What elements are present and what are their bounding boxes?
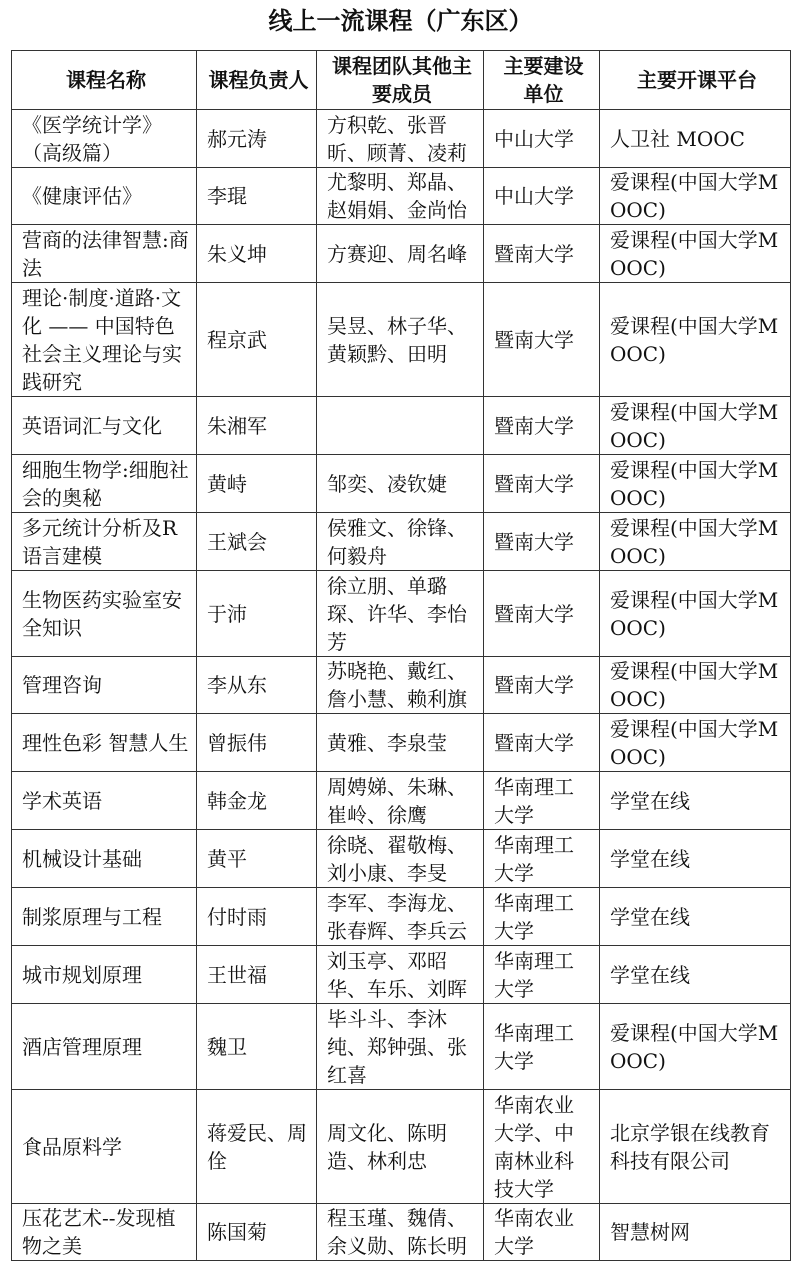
team-members-cell: 侯雅文、徐锋、何毅舟 [317,513,484,571]
institution-cell: 暨南大学 [484,714,600,772]
platform-cell: 爱课程(中国大学MOOC) [600,283,791,397]
header-institution: 主要建设单位 [484,51,600,110]
table-row [12,397,791,455]
table-row [12,830,791,888]
institution-cell: 华南农业大学 [484,1204,600,1261]
team-members-cell: 程玉瑾、魏倩、余义勋、陈长明 [317,1204,484,1261]
table-row [12,714,791,772]
table-row [12,1004,791,1090]
course-lead-cell: 朱湘军 [197,397,317,455]
institution-cell: 华南理工大学 [484,1004,600,1090]
table-row [12,772,791,830]
institution-cell: 暨南大学 [484,397,600,455]
course-name-cell: 多元统计分析及R 语言建模 [12,513,197,571]
course-lead-cell: 陈国菊 [197,1204,317,1261]
institution-cell: 华南理工大学 [484,888,600,946]
course-name-cell: 《健康评估》 [12,168,197,225]
platform-cell: 爱课程(中国大学MOOC) [600,571,791,657]
table-row [12,513,791,571]
team-members-cell: 尤黎明、郑晶、赵娟娟、金尚怡 [317,168,484,225]
table-row [12,283,791,397]
platform-cell: 学堂在线 [600,772,791,830]
institution-cell: 华南理工大学 [484,830,600,888]
team-members-cell: 李军、李海龙、张春辉、李兵云 [317,888,484,946]
platform-cell: 爱课程(中国大学MOOC) [600,513,791,571]
table-row [12,571,791,657]
course-name-cell: 生物医药实验室安全知识 [12,571,197,657]
institution-cell: 暨南大学 [484,225,600,283]
header-course-name: 课程名称 [12,51,197,110]
institution-cell: 暨南大学 [484,455,600,513]
team-members-cell: 邹奕、凌钦婕 [317,455,484,513]
institution-cell: 华南理工大学 [484,946,600,1004]
platform-cell: 爱课程(中国大学MOOC) [600,657,791,714]
course-lead-cell: 曾振伟 [197,714,317,772]
table-body [12,110,791,1261]
institution-cell: 华南农业大学、中南林业科技大学 [484,1090,600,1204]
table-row [12,888,791,946]
institution-cell: 暨南大学 [484,283,600,397]
course-name-cell: 城市规划原理 [12,946,197,1004]
page-title: 线上一流课程（广东区） [268,6,533,35]
course-name-cell: 压花艺术--发现植物之美 [12,1204,197,1261]
course-name-cell: 食品原料学 [12,1090,197,1204]
institution-cell: 中山大学 [484,110,600,168]
team-members-cell: 吴昱、林子华、黄颖黔、田明 [317,283,484,397]
team-members-cell [317,397,484,455]
course-lead-cell: 韩金龙 [197,772,317,830]
institution-cell: 暨南大学 [484,657,600,714]
course-name-cell: 理性色彩 智慧人生 [12,714,197,772]
team-members-cell: 周文化、陈明造、林利忠 [317,1090,484,1204]
table-row [12,946,791,1004]
platform-cell: 爱课程(中国大学MOOC) [600,714,791,772]
table-row [12,1204,791,1261]
team-members-cell: 方赛迎、周名峰 [317,225,484,283]
platform-cell: 爱课程(中国大学MOOC) [600,168,791,225]
institution-cell: 暨南大学 [484,513,600,571]
course-lead-cell: 蒋爱民、周佺 [197,1090,317,1204]
course-lead-cell: 王斌会 [197,513,317,571]
course-lead-cell: 朱义坤 [197,225,317,283]
course-name-cell: 《医学统计学》（高级篇） [12,110,197,168]
course-lead-cell: 于沛 [197,571,317,657]
team-members-cell: 徐晓、翟敬梅、刘小康、李旻 [317,830,484,888]
team-members-cell: 毕斗斗、李沐纯、郑钟强、张红喜 [317,1004,484,1090]
course-lead-cell: 黄平 [197,830,317,888]
platform-cell: 学堂在线 [600,946,791,1004]
team-members-cell: 苏晓艳、戴红、詹小慧、赖利旗 [317,657,484,714]
course-lead-cell: 魏卫 [197,1004,317,1090]
table-row [12,1090,791,1204]
course-lead-cell: 程京武 [197,283,317,397]
course-name-cell: 细胞生物学:细胞社会的奥秘 [12,455,197,513]
course-lead-cell: 李从东 [197,657,317,714]
header-course-lead: 课程负责人 [197,51,317,110]
platform-cell: 爱课程(中国大学MOOC) [600,1004,791,1090]
team-members-cell: 刘玉亭、邓昭华、车乐、刘晖 [317,946,484,1004]
course-name-cell: 制浆原理与工程 [12,888,197,946]
course-name-cell: 管理咨询 [12,657,197,714]
course-lead-cell: 付时雨 [197,888,317,946]
course-name-cell: 英语词汇与文化 [12,397,197,455]
table-row [12,168,791,225]
table-header-row [12,51,791,110]
platform-cell: 北京学银在线教育科技有限公司 [600,1090,791,1204]
header-platform: 主要开课平台 [600,51,791,110]
table-row [12,657,791,714]
platform-cell: 学堂在线 [600,888,791,946]
platform-cell: 爱课程(中国大学MOOC) [600,455,791,513]
header-team-members: 课程团队其他主要成员 [317,51,484,110]
table-row [12,110,791,168]
institution-cell: 暨南大学 [484,571,600,657]
course-name-cell: 营商的法律智慧:商法 [12,225,197,283]
platform-cell: 智慧树网 [600,1204,791,1261]
course-lead-cell: 黄峙 [197,455,317,513]
platform-cell: 学堂在线 [600,830,791,888]
table-row [12,225,791,283]
course-name-cell: 理论·制度·道路·文化 —— 中国特色社会主义理论与实践研究 [12,283,197,397]
course-name-cell: 酒店管理原理 [12,1004,197,1090]
team-members-cell: 黄雅、李泉莹 [317,714,484,772]
platform-cell: 爱课程(中国大学MOOC) [600,225,791,283]
institution-cell: 中山大学 [484,168,600,225]
team-members-cell: 周娉娣、朱琳、崔岭、徐鹰 [317,772,484,830]
platform-cell: 爱课程(中国大学MOOC) [600,397,791,455]
team-members-cell: 方积乾、张晋昕、顾菁、凌莉 [317,110,484,168]
team-members-cell: 徐立朋、单璐琛、许华、李怡芳 [317,571,484,657]
course-lead-cell: 郝元涛 [197,110,317,168]
course-name-cell: 机械设计基础 [12,830,197,888]
course-lead-cell: 王世福 [197,946,317,1004]
course-name-cell: 学术英语 [12,772,197,830]
platform-cell: 人卫社 MOOC [600,110,791,168]
institution-cell: 华南理工大学 [484,772,600,830]
table-row [12,455,791,513]
course-lead-cell: 李琨 [197,168,317,225]
course-table [11,50,791,1261]
